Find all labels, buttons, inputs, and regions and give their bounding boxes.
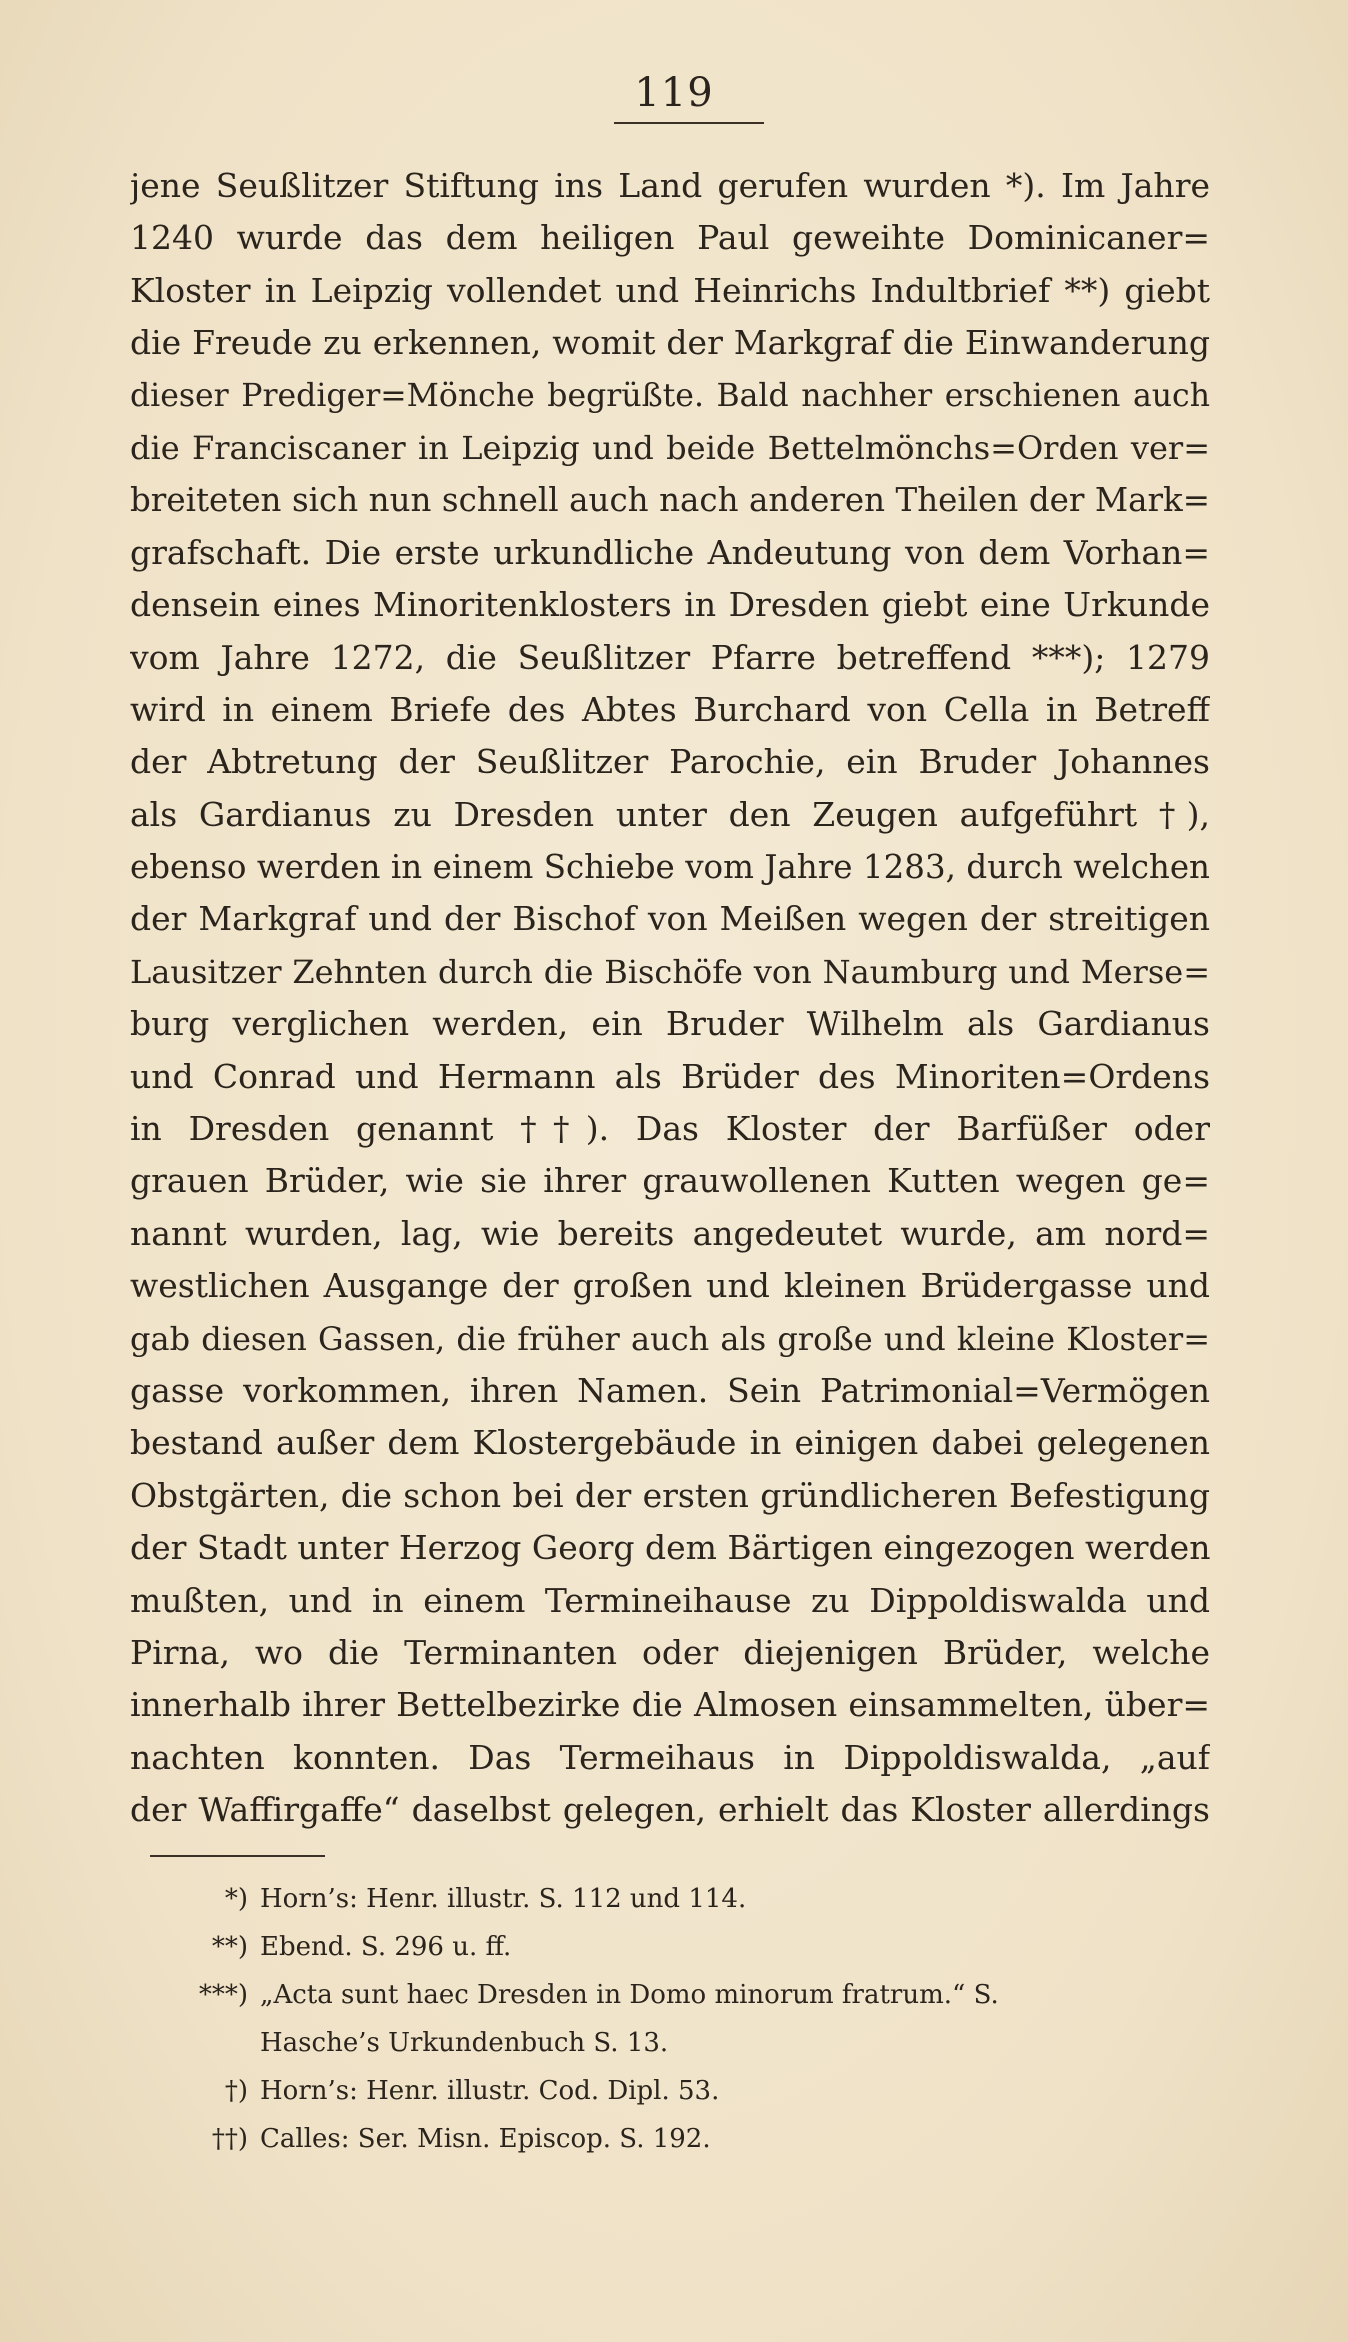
text-line: Kloster in Leipzig vollendet und Heinrichs Indultbrief **) giebt [130, 270, 1210, 310]
text-line: vom Jahre 1272, die Seußlitzer Pfarre betreffend ***); 1279 [130, 637, 1210, 677]
footnote-rule [150, 1855, 325, 1857]
text-line: gasse vorkommen, ihren Namen. Sein Patrimonial=Vermögen [130, 1370, 1210, 1410]
text-line: densein eines Minoritenklosters in Dresden giebt eine Urkunde [130, 585, 1210, 625]
footnote-text: „Acta sunt haec Dresden in Domo minorum fratrum.“ S. [260, 1980, 999, 2010]
footnote [130, 1971, 1210, 2019]
text-line: Pirna, wo die Terminanten oder diejenigen Brüder, welche [130, 1632, 1210, 1672]
footnote-mark: *) [224, 1884, 248, 1914]
text-line: der Markgraf und der Bischof von Meißen wegen der streitigen [130, 899, 1210, 939]
footnote-mark: ††) [211, 2124, 248, 2154]
footnote-mark: **) [211, 1932, 248, 1962]
text-line: Lausitzer Zehnten durch die Bischöfe von Naumburg und Merse= [130, 952, 1210, 991]
text-line: burg verglichen werden, ein Bruder Wilhelm als Gardianus [130, 1004, 1210, 1044]
footnote-continuation [130, 2019, 1210, 2067]
text-line: breiteten sich nun schnell auch nach anderen Theilen der Mark= [130, 481, 1210, 520]
text-line: und Conrad und Hermann als Brüder des Minoriten=Ordens [130, 1056, 1210, 1096]
text-line: mußten, und in einem Termineihause zu Dippoldiswalda und [130, 1580, 1210, 1620]
footnote-text: Hasche’s Urkundenbuch S. 13. [260, 2028, 669, 2058]
text-line: die Freude zu erkennen, womit der Markgraf die Einwanderung [130, 323, 1210, 363]
text-line: der Abtretung der Seußlitzer Parochie, ein Bruder Johannes [130, 742, 1210, 782]
footnote-text: Calles: Ser. Misn. Episcop. S. 192. [260, 2124, 711, 2154]
footnote [130, 1923, 1210, 1971]
text-line: der Stadt unter Herzog Georg dem Bärtigen eingezogen werden [130, 1528, 1210, 1568]
text-line: grauen Brüder, wie sie ihrer grauwollenen Kutten wegen ge= [130, 1161, 1210, 1201]
page-number: 119 [634, 70, 714, 116]
footnote-text: Ebend. S. 296 u. ff. [260, 1932, 512, 1962]
text-line: nannt wurden, lag, wie bereits angedeutet wurde, am nord= [130, 1213, 1210, 1253]
text-line: bestand außer dem Klostergebäude in einigen dabei gelegenen [130, 1423, 1210, 1463]
footnote-mark: †) [224, 2076, 248, 2106]
footnote [130, 2067, 1210, 2115]
text-line: innerhalb ihrer Bettelbezirke die Almosen einsammelten, über= [130, 1685, 1210, 1725]
footnote [130, 1875, 1210, 1923]
text-line: westlichen Ausgange der großen und kleinen Brüdergasse und [130, 1266, 1210, 1306]
text-line: wird in einem Briefe des Abtes Burchard von Cella in Betreff [130, 689, 1210, 729]
text-line: jene Seußlitzer Stiftung ins Land gerufen wurden *). Im Jahre [130, 166, 1210, 205]
text-line: als Gardianus zu Dresden unter den Zeugen aufgeführt †), [130, 794, 1210, 834]
text-line: Obstgärten, die schon bei der ersten gründlicheren Befestigung [130, 1475, 1210, 1515]
text-line: gab diesen Gassen, die früher auch als große und kleine Kloster= [130, 1319, 1210, 1358]
footnote-text: Horn’s: Henr. illustr. Cod. Dipl. 53. [260, 2076, 720, 2106]
text-line: der Waffirgaffe“ daselbst gelegen, erhielt das Kloster allerdings [130, 1790, 1210, 1830]
text-line: 1240 wurde das dem heiligen Paul geweihte Dominicaner= [130, 218, 1210, 258]
text-line: dieser Prediger=Mönche begrüßte. Bald nachher erschienen auch [130, 377, 1210, 414]
footnote [130, 2115, 1210, 2163]
text-line: ebenso werden in einem Schiebe vom Jahre 1283, durch welchen [130, 848, 1210, 887]
footnotes [130, 1875, 1210, 2163]
page-number-rule [614, 122, 764, 124]
text-line: in Dresden genannt ††). Das Kloster der Barfüßer oder [130, 1109, 1210, 1149]
text-line: nachten konnten. Das Termeihaus in Dippoldiswalda, „auf [130, 1737, 1210, 1777]
body-text [130, 160, 1210, 1837]
footnote-mark: ***) [198, 1980, 248, 2010]
text-line: grafschaft. Die erste urkundliche Andeutung von dem Vorhan= [130, 532, 1210, 572]
footnote-text: Horn’s: Henr. illustr. S. 112 und 114. [260, 1884, 747, 1914]
text-line: die Franciscaner in Leipzig und beide Bettelmönchs=Orden ver= [130, 428, 1210, 467]
